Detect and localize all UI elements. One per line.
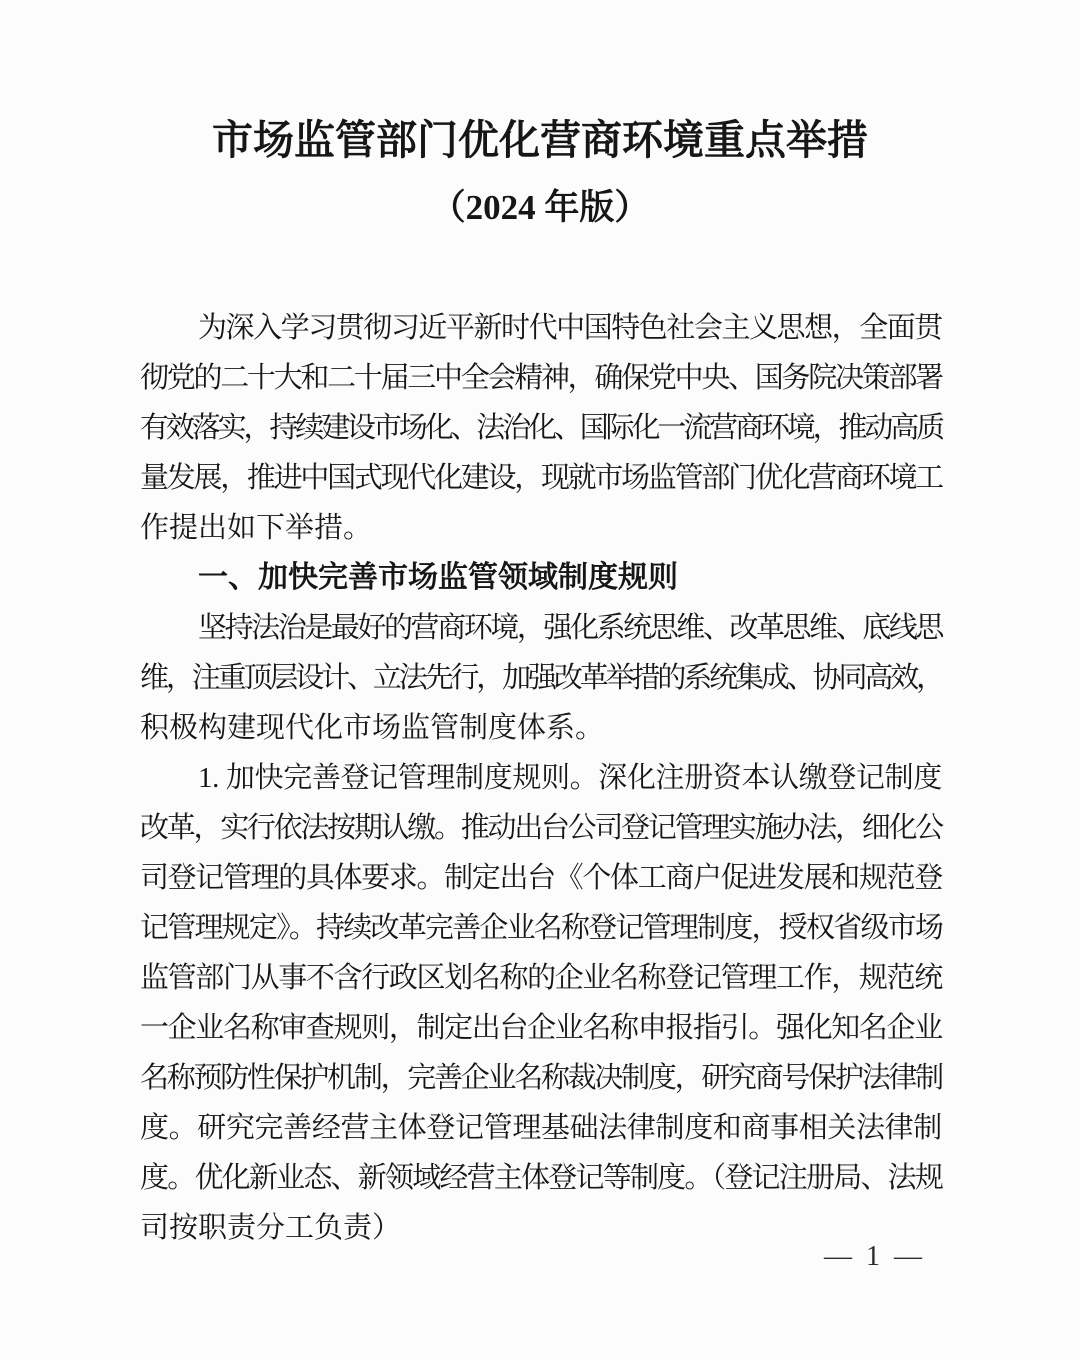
- document-line: 坚持法治是最好的营商环境，强化系统思维、改革思维、底线思: [198, 612, 942, 644]
- document-title: 市场监管部门优化营商环境重点举措: [212, 117, 868, 163]
- document-line: 为深入学习贯彻习近平新时代中国特色社会主义思想，全面贯: [198, 312, 942, 344]
- document-line: 有效落实，持续建设市场化、法治化、国际化一流营商环境，推动高质: [140, 412, 942, 444]
- document-line: 司按职责分工负责）: [140, 1212, 402, 1244]
- document-line: 作提出如下举措。: [140, 512, 373, 544]
- document-line: 改革，实行依法按期认缴。推动出台公司登记管理实施办法，细化公: [140, 812, 942, 844]
- document-line: 1. 加快完善登记管理制度规则。深化注册资本认缴登记制度: [198, 762, 942, 794]
- document-body: [140, 303, 942, 1253]
- document-line: 积极构建现代化市场监管制度体系。: [140, 712, 605, 744]
- document-line: 度。研究完善经营主体登记管理基础法律制度和商事相关法律制: [140, 1112, 942, 1144]
- document-subtitle: （2024 年版）: [430, 188, 650, 227]
- document-line: 司登记管理的具体要求。制定出台《个体工商户促进发展和规范登: [140, 862, 942, 894]
- document-line: 一企业名称审查规则，制定出台企业名称申报指引。强化知名企业: [140, 1012, 942, 1044]
- document-line: 名称预防性保护机制，完善企业名称裁决制度，研究商号保护法律制: [140, 1062, 942, 1094]
- section-heading: 一、加快完善市场监管领域制度规则: [198, 561, 678, 594]
- document-line: 量发展，推进中国式现代化建设，现就市场监管部门优化营商环境工: [140, 462, 942, 494]
- document-line: 监管部门从事不含行政区划名称的企业名称登记管理工作，规范统: [140, 962, 942, 994]
- document-line: 度。优化新业态、新领域经营主体登记等制度。（登记注册局、法规: [140, 1162, 943, 1194]
- page-number: — 1 —: [824, 1241, 922, 1272]
- document-line: 记管理规定》。持续改革完善企业名称登记管理制度，授权省级市场: [140, 912, 943, 944]
- document-line: 维，注重顶层设计、立法先行，加强改革举措的系统集成、协同高效，: [140, 662, 942, 694]
- document-line: 彻党的二十大和二十届三中全会精神，确保党中央、国务院决策部署: [140, 362, 942, 394]
